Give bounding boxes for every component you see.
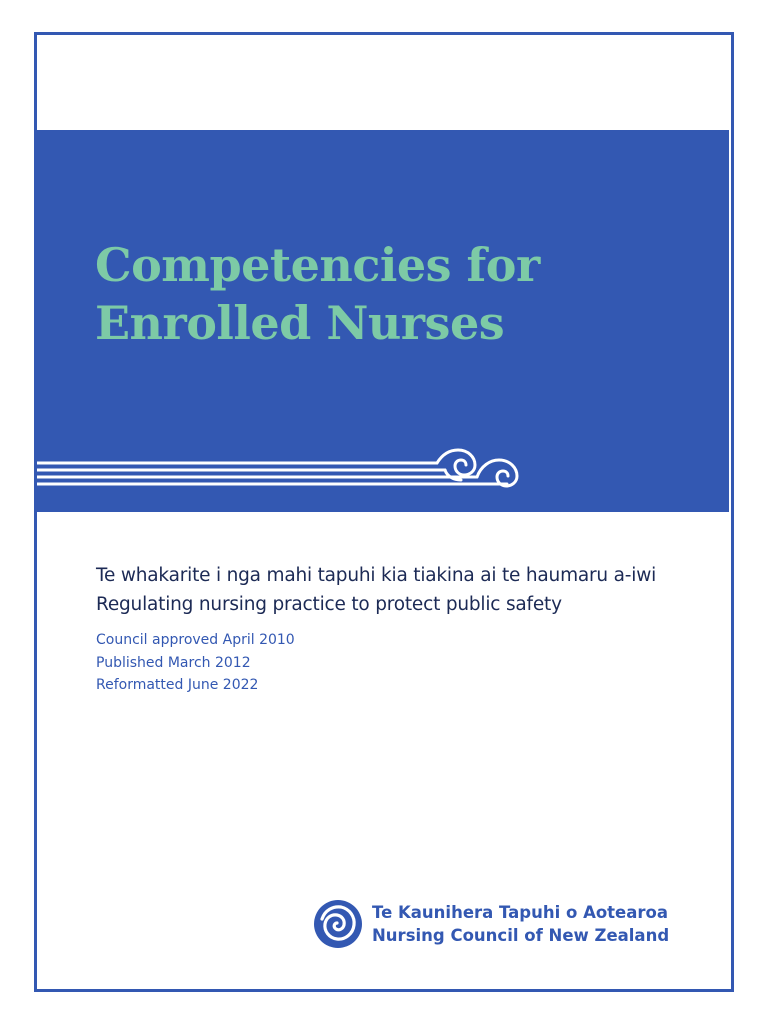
date-published: Published March 2012 [96,654,251,671]
date-reformatted: Reformatted June 2022 [96,677,259,693]
organisation-name-maori: Te Kaunihera Tapuhi o Aotearoa [372,903,668,922]
document-title [95,236,695,352]
tagline-maori: Te whakarite i nga mahi tapuhi kia tiakina ai te haumaru a-iwi [96,565,657,586]
koru-wave-lines-icon [37,440,527,496]
title-line-2: Enrolled Nurses [95,296,505,350]
title-line-1: Competencies for [95,238,540,292]
publication-dates [96,629,295,697]
date-approved: Council approved April 2010 [96,632,295,648]
tagline [96,561,736,619]
koru-spiral-logo-icon [313,899,363,949]
organisation-name-english: Nursing Council of New Zealand [372,926,670,945]
tagline-english: Regulating nursing practice to protect public safety [96,594,562,615]
organisation-logo-text [372,901,669,947]
